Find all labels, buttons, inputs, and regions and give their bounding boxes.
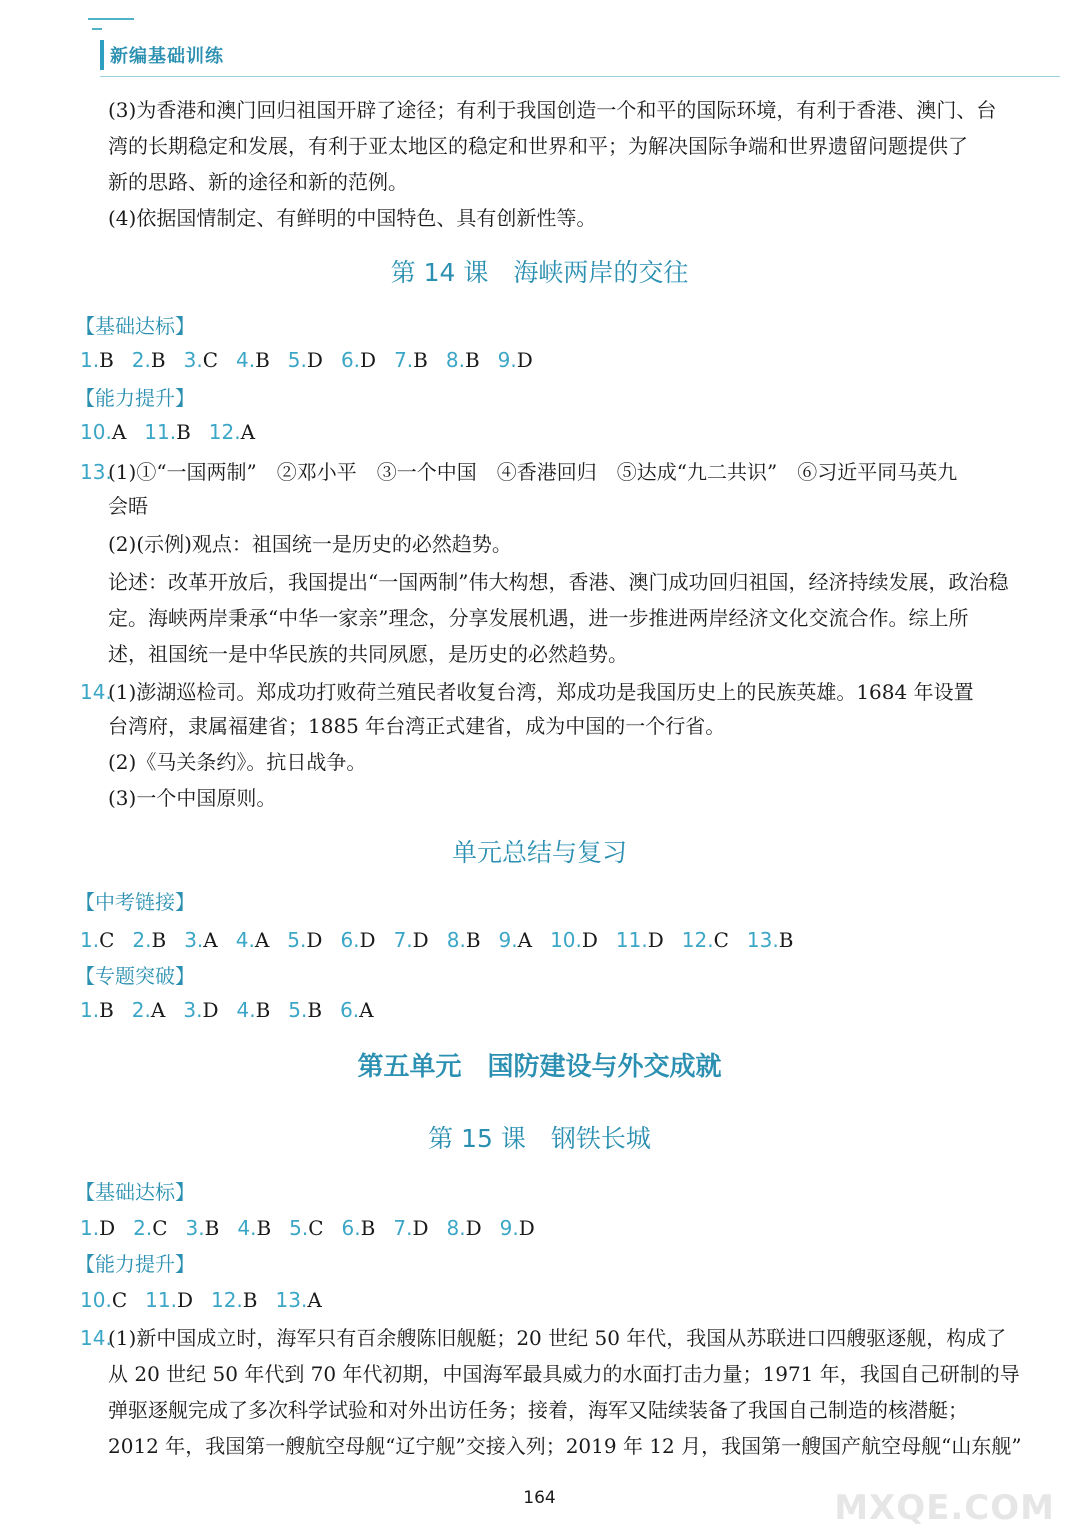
section-label: 【能力提升】: [75, 1252, 195, 1276]
page-number: 164: [523, 1488, 556, 1508]
text-line: 2012 年，我国第一艘航空母舰“辽宁舰”交接入列；2019 年 12 月，我国第一艘国产航空母舰“山东舰”: [108, 1434, 1022, 1458]
answer-item: [500, 1216, 535, 1240]
answer-item: [236, 998, 270, 1022]
answer-number: 6.: [341, 1216, 361, 1240]
answer-choice: A: [359, 998, 374, 1022]
answer-choice: B: [464, 348, 480, 372]
answer-number: 11.: [615, 928, 648, 952]
answer-item: [144, 420, 191, 444]
answer-item: [498, 348, 533, 372]
text-line: 述，祖国统一是中华民族的共同夙愿，是历史的必然趋势。: [108, 642, 628, 666]
answer-item: [237, 1216, 271, 1240]
text-line: 定。海峡两岸秉承“中华一家亲”理念，分享发展机遇，进一步推进两岸经济文化交流合作。综上所: [108, 606, 969, 630]
text-line: 台湾府，隶属福建省；1885 年台湾正式建省，成为中国的一个行省。: [108, 714, 726, 738]
answer-choice: B: [99, 998, 114, 1022]
answer-choice: B: [255, 348, 270, 372]
answer-number: 8.: [445, 348, 465, 372]
answer-number: 4.: [236, 348, 256, 372]
answer-number: 5.: [289, 1216, 309, 1240]
text-line: 弹驱逐舰完成了多次科学试验和对外出访任务；接着，海军又陆续装备了我国自己制造的核潜艇；: [108, 1398, 968, 1422]
answer-choice: A: [150, 998, 166, 1022]
answer-number: 12.: [681, 928, 714, 952]
answer-item: [341, 348, 376, 372]
answer-number: 11.: [145, 1288, 177, 1312]
answer-choice: D: [581, 928, 598, 952]
answer-number: 3.: [183, 998, 203, 1022]
answer-number: 13.: [275, 1288, 308, 1312]
answer-item: [184, 928, 218, 952]
answer-number: 12.: [210, 1288, 243, 1312]
answer-number: 10.: [550, 928, 582, 952]
answer-choice: A: [517, 928, 533, 952]
answer-number: 3.: [183, 348, 203, 372]
answer-choice: C: [152, 1216, 168, 1240]
answer-choice: D: [306, 928, 323, 952]
answer-number: 2.: [133, 1216, 153, 1240]
section-label: 【专题突破】: [75, 964, 195, 988]
text-line: 论述：改革开放后，我国提出“一国两制”伟大构想，香港、澳门成功回归祖国，经济持续发展，政治稳: [108, 570, 1009, 594]
text-line: (2)《马关条约》。抗日战争。: [108, 750, 367, 774]
answer-item: [183, 998, 218, 1022]
answer-choice: D: [360, 348, 377, 372]
answer-choice: A: [203, 928, 218, 952]
answer-item: [186, 1216, 220, 1240]
answer-item: [288, 348, 323, 372]
answer-item: [446, 348, 480, 372]
answer-item: [236, 348, 270, 372]
answer-number: 11.: [144, 420, 177, 444]
answer-choice: D: [412, 928, 429, 952]
answer-choice: B: [778, 928, 794, 952]
section-label: 【中考链接】: [75, 890, 195, 914]
answer-item: [393, 1216, 428, 1240]
answer-number: 3.: [185, 1216, 205, 1240]
text-line: (1)澎湖巡检司。郑成功打败荷兰殖民者收复台湾，郑成功是我国历史上的民族英雄。1684 年设置: [108, 680, 974, 704]
answer-item: [132, 928, 166, 952]
answer-number: 4.: [237, 1216, 257, 1240]
answer-item: [394, 928, 429, 952]
answer-item: [550, 928, 598, 952]
answer-number: 1.: [80, 1216, 100, 1240]
answer-choice: C: [713, 928, 729, 952]
question-number: 13.: [80, 460, 112, 484]
answer-choice: A: [111, 420, 127, 444]
answer-choice: C: [99, 928, 115, 952]
text-line: (2)(示例)观点：祖国统一是历史的必然趋势。: [108, 532, 512, 556]
answer-item: [340, 998, 374, 1022]
answer-item: [209, 420, 255, 444]
answer-number: 12.: [208, 420, 241, 444]
answer-choice: B: [150, 348, 166, 372]
text-line: 湾的长期稳定和发展，有利于亚太地区的稳定和世界和平；为解决国际争端和世界遗留问题提供了: [108, 134, 968, 158]
answer-item: [447, 928, 481, 952]
answer-number: 4.: [236, 998, 256, 1022]
answer-item: [287, 928, 322, 952]
answer-choice: B: [242, 1288, 258, 1312]
answer-number: 2.: [132, 928, 152, 952]
answer-row: [80, 1286, 340, 1314]
answer-number: 6.: [340, 928, 360, 952]
answer-item: [132, 998, 166, 1022]
answer-number: 7.: [394, 348, 414, 372]
header-decoration: [88, 18, 134, 20]
answer-choice: D: [412, 1216, 429, 1240]
answer-number: 9.: [498, 928, 518, 952]
answer-number: 6.: [340, 998, 360, 1022]
answer-choice: D: [176, 1288, 193, 1312]
answer-number: 1.: [80, 928, 100, 952]
answer-item: [446, 1216, 481, 1240]
answer-number: 7.: [393, 1216, 413, 1240]
answer-item: [80, 1216, 115, 1240]
answer-item: [616, 928, 664, 952]
text-line: 新的思路、新的途径和新的范例。: [108, 170, 408, 194]
question-number: 14.: [80, 1326, 112, 1350]
answer-choice: A: [240, 420, 256, 444]
answer-number: 3.: [184, 928, 204, 952]
answer-choice: B: [176, 420, 191, 444]
answer-choice: D: [465, 1216, 482, 1240]
answer-item: [80, 420, 126, 444]
answer-number: 1.: [80, 348, 100, 372]
answer-choice: D: [516, 348, 533, 372]
answer-row: [80, 996, 392, 1024]
answer-choice: A: [254, 928, 270, 952]
watermark: MXQE.COM: [834, 1488, 1055, 1528]
answer-choice: D: [518, 1216, 535, 1240]
answer-choice: D: [202, 998, 219, 1022]
lesson-title: 第 14 课 海峡两岸的交往: [390, 258, 689, 287]
answer-item: [276, 1288, 322, 1312]
answer-choice: B: [256, 1216, 272, 1240]
answer-row: [80, 418, 273, 446]
answer-number: 9.: [497, 348, 517, 372]
section-label: 【基础达标】: [75, 1180, 195, 1204]
answer-choice: D: [306, 348, 323, 372]
answer-choice: A: [307, 1288, 322, 1312]
answer-choice: C: [308, 1216, 324, 1240]
header-title: 新编基础训练: [110, 46, 224, 67]
answer-choice: B: [151, 928, 167, 952]
answer-item: [394, 348, 428, 372]
answer-item: [80, 1288, 127, 1312]
answer-item: [289, 1216, 323, 1240]
answer-choice: B: [360, 1216, 376, 1240]
text-line: (4)依据国情制定、有鲜明的中国特色、具有创新性等。: [108, 206, 597, 230]
answer-choice: C: [111, 1288, 128, 1312]
answer-number: 10.: [80, 1288, 112, 1312]
answer-choice: B: [307, 998, 323, 1022]
answer-choice: B: [255, 998, 271, 1022]
answer-item: [80, 928, 114, 952]
answer-choice: D: [99, 1216, 116, 1240]
answer-item: [340, 928, 375, 952]
header-accent-bar: [100, 40, 104, 70]
text-line: (1)①“一国两制” ②邓小平 ③一个中国 ④香港回归 ⑤达成“九二共识” ⑥习近平同马英九: [108, 460, 958, 484]
answer-item: [682, 928, 729, 952]
answer-number: 5.: [288, 998, 308, 1022]
answer-number: 2.: [131, 348, 151, 372]
answer-number: 2.: [131, 998, 151, 1022]
question-number: 14.: [80, 680, 112, 704]
answer-item: [132, 348, 166, 372]
answer-item: [80, 998, 114, 1022]
answer-item: [145, 1288, 193, 1312]
answer-item: [342, 1216, 376, 1240]
answer-row: [80, 1214, 553, 1242]
text-line: 会晤: [108, 494, 148, 518]
answer-number: 1.: [80, 998, 100, 1022]
text-line: (3)一个中国原则。: [108, 786, 277, 810]
answer-choice: B: [465, 928, 481, 952]
answer-item: [80, 348, 114, 372]
answer-choice: D: [359, 928, 376, 952]
text-line: (3)为香港和澳门回归祖国开辟了途径；有利于我国创造一个和平的国际环境，有利于香港、澳门、台: [108, 98, 997, 122]
answer-item: [236, 928, 270, 952]
answer-item: [133, 1216, 167, 1240]
answer-choice: B: [99, 348, 114, 372]
answer-item: [499, 928, 533, 952]
answer-item: [747, 928, 794, 952]
lesson-title: 第 15 课 钢铁长城: [428, 1124, 651, 1153]
unit-title: 第五单元 国防建设与外交成就: [357, 1052, 722, 1082]
header-rule: [100, 76, 1060, 77]
answer-number: 7.: [393, 928, 413, 952]
answer-number: 6.: [340, 348, 361, 372]
section-label: 【能力提升】: [75, 386, 195, 410]
answer-number: 13.: [746, 928, 779, 952]
answer-choice: B: [413, 348, 428, 372]
section-title: 单元总结与复习: [451, 838, 627, 867]
answer-choice: D: [647, 928, 664, 952]
answer-number: 8.: [446, 1216, 466, 1240]
answer-item: [211, 1288, 258, 1312]
answer-number: 10.: [80, 420, 112, 444]
section-label: 【基础达标】: [75, 314, 195, 338]
answer-number: 9.: [499, 1216, 519, 1240]
answer-number: 8.: [446, 928, 466, 952]
text-line: (1)新中国成立时，海军只有百余艘陈旧舰艇；20 世纪 50 年代，我国从苏联进口四艘驱逐舰，构成了: [108, 1326, 1007, 1350]
answer-item: [288, 998, 322, 1022]
answer-choice: B: [204, 1216, 220, 1240]
answer-number: 5.: [287, 928, 307, 952]
answer-choice: C: [202, 348, 218, 372]
answer-number: 4.: [235, 928, 255, 952]
answer-number: 5.: [287, 348, 307, 372]
answer-item: [184, 348, 218, 372]
answer-row: [80, 346, 551, 374]
answer-row: [80, 926, 811, 954]
text-line: 从 20 世纪 50 年代到 70 年代初期，中国海军最具威力的水面打击力量；1971 年，我国自己研制的导: [108, 1362, 1020, 1386]
header-decoration: [92, 28, 102, 30]
